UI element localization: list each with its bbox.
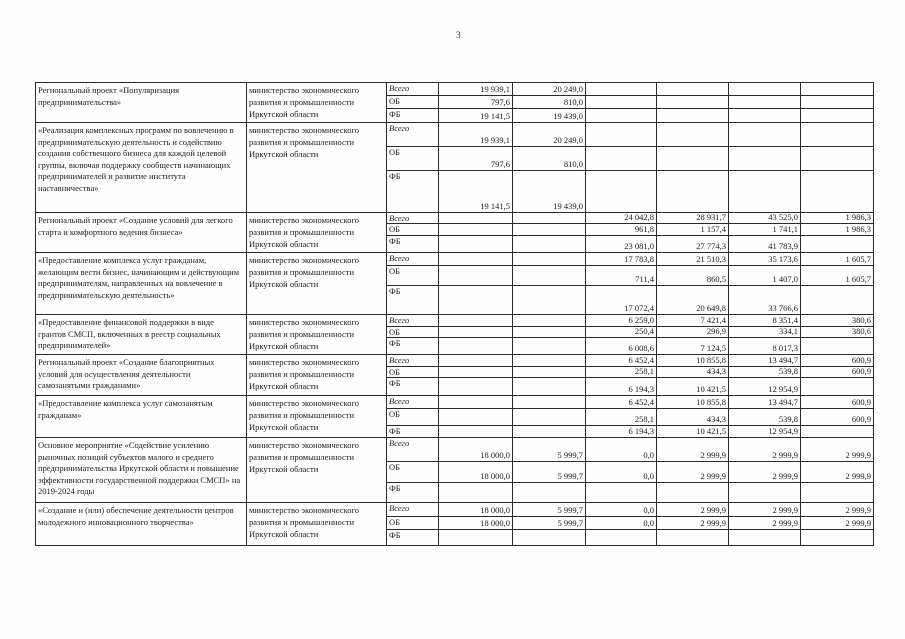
amount-cell: 27 774,3 <box>657 236 729 253</box>
amount-cell: 17 783,8 <box>586 253 657 266</box>
table-row-group <box>36 83 874 123</box>
amount-cell: 41 783,9 <box>729 236 801 253</box>
amount-cell <box>513 530 586 546</box>
funding-source-label: Всего <box>387 355 439 367</box>
amount-cell: 600,9 <box>801 355 874 367</box>
funding-source-label: ОБ <box>387 409 439 426</box>
amount-cell: 0,0 <box>586 438 657 462</box>
responsible-executor-cell: министерство экономического развития и промышленности Иркутской области <box>247 503 387 546</box>
amount-cell: 18 000,0 <box>439 438 513 462</box>
funding-source-label: Всего <box>387 438 439 462</box>
amount-cell: 250,4 <box>586 327 657 338</box>
funding-source-label: Всего <box>387 83 439 96</box>
amount-cell: 2 999,9 <box>729 462 801 483</box>
funding-source-label: Всего <box>387 213 439 224</box>
amount-cell <box>439 236 513 253</box>
funding-source-label: ОБ <box>387 224 439 236</box>
amount-cell <box>801 123 874 147</box>
amount-cell <box>801 286 874 315</box>
amount-cell: 600,9 <box>801 409 874 426</box>
amount-cell <box>729 123 801 147</box>
amount-cell: 18 000,0 <box>439 462 513 483</box>
amount-cell <box>439 530 513 546</box>
table-row-group <box>36 396 874 438</box>
responsible-executor-cell: министерство экономического развития и промышленности Иркутской области <box>247 438 387 503</box>
activity-name-cell: «Создание и (или) обеспечение деятельности центров молодежного инновационного творчества» <box>36 503 247 546</box>
amount-cell: 1 986,3 <box>801 213 874 224</box>
amount-cell: 2 999,9 <box>657 517 729 530</box>
amount-cell: 24 042,8 <box>586 213 657 224</box>
funding-source-label: Всего <box>387 253 439 266</box>
amount-cell <box>801 236 874 253</box>
amount-cell: 434,3 <box>657 367 729 378</box>
amount-cell: 0,0 <box>586 517 657 530</box>
amount-cell: 1 605,7 <box>801 253 874 266</box>
amount-cell: 8 017,3 <box>729 338 801 355</box>
amount-cell <box>801 378 874 396</box>
amount-cell <box>801 83 874 96</box>
funding-source-label: ОБ <box>387 96 439 109</box>
amount-cell <box>439 409 513 426</box>
amount-cell: 20 649,8 <box>657 286 729 315</box>
amount-cell: 19 439,0 <box>513 171 586 213</box>
amount-cell: 18 000,0 <box>439 517 513 530</box>
amount-cell: 2 999,9 <box>801 438 874 462</box>
funding-source-label: ОБ <box>387 266 439 286</box>
amount-cell: 12 954,9 <box>729 378 801 396</box>
amount-cell <box>586 171 657 213</box>
amount-cell: 2 999,9 <box>657 503 729 517</box>
amount-cell <box>657 483 729 503</box>
amount-cell: 13 494,7 <box>729 355 801 367</box>
amount-cell <box>729 483 801 503</box>
amount-cell <box>439 378 513 396</box>
amount-cell: 0,0 <box>586 503 657 517</box>
table-row-group <box>36 253 874 315</box>
amount-cell <box>513 236 586 253</box>
amount-cell: 6 008,6 <box>586 338 657 355</box>
amount-cell <box>729 171 801 213</box>
amount-cell: 6 194,3 <box>586 426 657 438</box>
amount-cell <box>801 426 874 438</box>
funding-source-label: ФБ <box>387 338 439 355</box>
amount-cell <box>586 483 657 503</box>
amount-cell <box>586 109 657 123</box>
amount-cell: 258,1 <box>586 367 657 378</box>
amount-cell: 7 421,4 <box>657 315 729 327</box>
activity-name-cell: Региональный проект «Популяризация предпринимательства» <box>36 83 247 123</box>
funding-source-label: ФБ <box>387 426 439 438</box>
amount-cell <box>439 426 513 438</box>
amount-cell: 18 000,0 <box>439 503 513 517</box>
amount-cell: 1 157,4 <box>657 224 729 236</box>
activity-name-cell: «Предоставление комплекса услуг гражданам, желающим вести бизнес, начинающим и действующим предпринимателям, направленных на вовлечение в предпринимательскую деятельность» <box>36 253 247 315</box>
amount-cell: 2 999,9 <box>729 438 801 462</box>
table-row-group <box>36 315 874 355</box>
amount-cell: 10 855,8 <box>657 355 729 367</box>
funding-source-label: ФБ <box>387 286 439 315</box>
responsible-executor-cell: министерство экономического развития и промышленности Иркутской области <box>247 315 387 355</box>
amount-cell <box>657 96 729 109</box>
responsible-executor-cell: министерство экономического развития и промышленности Иркутской области <box>247 253 387 315</box>
amount-cell: 600,9 <box>801 396 874 409</box>
amount-cell: 2 999,9 <box>657 462 729 483</box>
amount-cell <box>729 109 801 123</box>
amount-cell: 12 954,9 <box>729 426 801 438</box>
amount-cell: 33 766,6 <box>729 286 801 315</box>
amount-cell: 19 939,1 <box>439 123 513 147</box>
amount-cell: 5 999,7 <box>513 503 586 517</box>
amount-cell: 1 986,3 <box>801 224 874 236</box>
amount-cell <box>657 530 729 546</box>
amount-cell: 7 124,5 <box>657 338 729 355</box>
funding-source-label: ОБ <box>387 147 439 171</box>
amount-cell <box>439 396 513 409</box>
amount-cell <box>513 286 586 315</box>
amount-cell <box>513 327 586 338</box>
amount-cell <box>513 396 586 409</box>
amount-cell: 961,8 <box>586 224 657 236</box>
amount-cell: 539,8 <box>729 367 801 378</box>
funding-source-label: ОБ <box>387 327 439 338</box>
amount-cell: 10 421,5 <box>657 378 729 396</box>
amount-cell <box>729 83 801 96</box>
amount-cell: 810,0 <box>513 147 586 171</box>
amount-cell: 21 510,3 <box>657 253 729 266</box>
amount-cell: 20 249,0 <box>513 123 586 147</box>
amount-cell <box>801 338 874 355</box>
amount-cell: 43 525,0 <box>729 213 801 224</box>
amount-cell <box>801 530 874 546</box>
activity-name-cell: Основное мероприятие «Содействие усилению рыночных позиций субъектов малого и среднего предпринимательства Иркутской области и повышение эффективности государственной поддержки СМСП» на 2019-2024 годы <box>36 438 247 503</box>
amount-cell: 1 605,7 <box>801 266 874 286</box>
amount-cell <box>439 367 513 378</box>
amount-cell <box>439 355 513 367</box>
amount-cell: 19 141,5 <box>439 109 513 123</box>
amount-cell: 334,1 <box>729 327 801 338</box>
amount-cell: 2 999,9 <box>801 517 874 530</box>
amount-cell: 10 421,5 <box>657 426 729 438</box>
amount-cell: 19 141,5 <box>439 171 513 213</box>
amount-cell <box>657 109 729 123</box>
amount-cell: 5 999,7 <box>513 462 586 483</box>
amount-cell <box>513 426 586 438</box>
amount-cell: 20 249,0 <box>513 83 586 96</box>
funding-source-label: Всего <box>387 123 439 147</box>
amount-cell <box>729 530 801 546</box>
activity-name-cell: «Реализация комплексных программ по вовлечению в предпринимательскую деятельность и содействию создания собственного бизнеса для каждой целевой группы, включая поддержку сообществ начинающих предпринимателей и развитие института наставничества» <box>36 123 247 213</box>
amount-cell: 23 081,0 <box>586 236 657 253</box>
amount-cell <box>586 530 657 546</box>
amount-cell <box>657 147 729 171</box>
funding-source-label: Всего <box>387 315 439 327</box>
amount-cell: 6 259,0 <box>586 315 657 327</box>
amount-cell <box>586 83 657 96</box>
amount-cell <box>729 147 801 171</box>
amount-cell <box>801 483 874 503</box>
amount-cell <box>439 213 513 224</box>
amount-cell <box>439 483 513 503</box>
amount-cell: 6 194,3 <box>586 378 657 396</box>
amount-cell <box>801 147 874 171</box>
amount-cell: 539,8 <box>729 409 801 426</box>
amount-cell: 2 999,9 <box>801 503 874 517</box>
amount-cell <box>513 355 586 367</box>
funding-source-label: ФБ <box>387 236 439 253</box>
amount-cell: 258,1 <box>586 409 657 426</box>
activity-name-cell: «Предоставление комплекса услуг самозанятым гражданам» <box>36 396 247 438</box>
amount-cell: 2 999,9 <box>801 462 874 483</box>
amount-cell <box>439 327 513 338</box>
amount-cell: 860,5 <box>657 266 729 286</box>
responsible-executor-cell: министерство экономического развития и промышленности Иркутской области <box>247 213 387 253</box>
amount-cell <box>439 338 513 355</box>
amount-cell <box>513 213 586 224</box>
amount-cell <box>439 315 513 327</box>
responsible-executor-cell: министерство экономического развития и промышленности Иркутской области <box>247 83 387 123</box>
amount-cell: 28 931,7 <box>657 213 729 224</box>
amount-cell: 13 494,7 <box>729 396 801 409</box>
funding-source-label: ФБ <box>387 483 439 503</box>
funding-source-label: Всего <box>387 396 439 409</box>
page-number: 3 <box>456 30 461 40</box>
amount-cell <box>513 367 586 378</box>
amount-cell <box>513 315 586 327</box>
amount-cell: 2 999,9 <box>729 503 801 517</box>
amount-cell <box>439 253 513 266</box>
funding-source-label: ФБ <box>387 530 439 546</box>
amount-cell: 17 072,4 <box>586 286 657 315</box>
amount-cell: 296,9 <box>657 327 729 338</box>
amount-cell: 1 407,0 <box>729 266 801 286</box>
amount-cell: 6 452,4 <box>586 396 657 409</box>
amount-cell <box>439 286 513 315</box>
amount-cell: 797,6 <box>439 96 513 109</box>
amount-cell: 380,6 <box>801 327 874 338</box>
amount-cell <box>439 266 513 286</box>
amount-cell: 8 351,4 <box>729 315 801 327</box>
amount-cell: 6 452,4 <box>586 355 657 367</box>
responsible-executor-cell: министерство экономического развития и промышленности Иркутской области <box>247 396 387 438</box>
amount-cell <box>586 123 657 147</box>
amount-cell: 600,9 <box>801 367 874 378</box>
amount-cell <box>513 483 586 503</box>
funding-source-label: ФБ <box>387 378 439 396</box>
amount-cell <box>801 109 874 123</box>
amount-cell: 810,0 <box>513 96 586 109</box>
amount-cell <box>513 224 586 236</box>
amount-cell: 380,6 <box>801 315 874 327</box>
amount-cell: 711,4 <box>586 266 657 286</box>
funding-source-label: ОБ <box>387 367 439 378</box>
amount-cell: 434,3 <box>657 409 729 426</box>
table-row-group <box>36 123 874 213</box>
amount-cell: 19 939,1 <box>439 83 513 96</box>
amount-cell <box>657 83 729 96</box>
table-row-group <box>36 503 874 546</box>
amount-cell: 5 999,7 <box>513 517 586 530</box>
amount-cell <box>729 96 801 109</box>
amount-cell: 2 999,9 <box>657 438 729 462</box>
amount-cell: 797,6 <box>439 147 513 171</box>
funding-source-label: Всего <box>387 503 439 517</box>
amount-cell <box>586 147 657 171</box>
table-row-group <box>36 213 874 253</box>
amount-cell <box>513 266 586 286</box>
budget-table <box>35 82 874 546</box>
funding-source-label: ОБ <box>387 462 439 483</box>
amount-cell <box>513 378 586 396</box>
responsible-executor-cell: министерство экономического развития и промышленности Иркутской области <box>247 355 387 396</box>
amount-cell <box>513 409 586 426</box>
activity-name-cell: Региональный проект «Создание благоприятных условий для осуществления деятельности самозанятыми гражданами» <box>36 355 247 396</box>
funding-source-label: ФБ <box>387 109 439 123</box>
amount-cell <box>657 171 729 213</box>
responsible-executor-cell: министерство экономического развития и промышленности Иркутской области <box>247 123 387 213</box>
amount-cell <box>801 171 874 213</box>
amount-cell: 1 741,1 <box>729 224 801 236</box>
amount-cell: 0,0 <box>586 462 657 483</box>
amount-cell <box>801 96 874 109</box>
funding-source-label: ОБ <box>387 517 439 530</box>
amount-cell <box>513 338 586 355</box>
activity-name-cell: «Предоставление финансовой поддержки в виде грантов СМСП, включенных в реестр социальных предпринимателей» <box>36 315 247 355</box>
table-row-group <box>36 355 874 396</box>
amount-cell: 19 439,0 <box>513 109 586 123</box>
funding-source-label: ФБ <box>387 171 439 213</box>
table-row-group <box>36 438 874 503</box>
activity-name-cell: Региональный проект «Создание условий для легкого старта и комфортного ведения бизнеса» <box>36 213 247 253</box>
amount-cell <box>439 224 513 236</box>
amount-cell: 10 855,8 <box>657 396 729 409</box>
amount-cell: 35 173,6 <box>729 253 801 266</box>
amount-cell <box>657 123 729 147</box>
amount-cell <box>586 96 657 109</box>
amount-cell: 5 999,7 <box>513 438 586 462</box>
amount-cell: 2 999,9 <box>729 517 801 530</box>
amount-cell <box>513 253 586 266</box>
